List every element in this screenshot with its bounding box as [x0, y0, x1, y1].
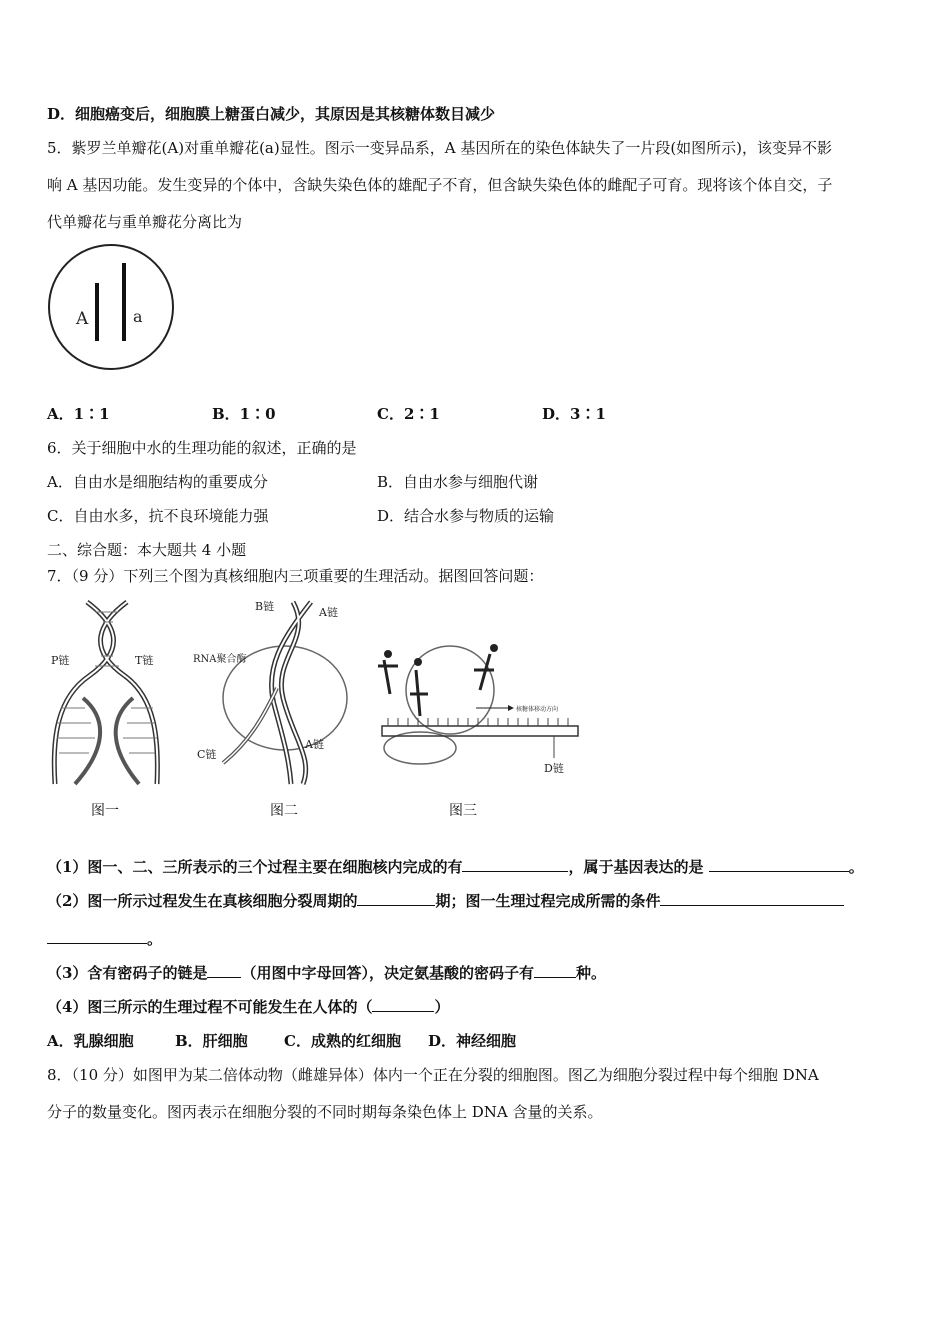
q6-option-d[interactable]: D．结合水参与物质的运输: [377, 507, 555, 525]
q7-sub2-blank2[interactable]: [660, 891, 844, 906]
q4-option-d: D．细胞癌变后，细胞膜上糖蛋白减少，其原因是其核糖体数目减少: [47, 105, 496, 123]
q7-sub2: [47, 890, 844, 911]
q7-sub4-blank[interactable]: [372, 997, 434, 1012]
allele-label-A: A: [76, 309, 89, 329]
q7-sub3-text-a: （3）含有密码子的链是: [47, 964, 208, 982]
fig2-caption: 图二: [270, 803, 298, 819]
q6-option-a[interactable]: A．自由水是细胞结构的重要成分: [47, 473, 268, 491]
fig2-label-b: B链: [255, 600, 275, 613]
fig1-label-t: T链: [135, 654, 154, 667]
q7-sub2-text-a: （2）图一所示过程发生在真核细胞分裂周期的: [47, 892, 358, 910]
q6-option-b[interactable]: B．自由水参与细胞代谢: [377, 473, 539, 491]
q7-sub4-text-b: ）: [434, 998, 450, 1016]
fig1-dna-replication: [47, 598, 172, 788]
q7-sub2-cont: [47, 928, 162, 949]
q5-stem-line2: 响 A 基因功能。发生变异的个体中，含缺失染色体的雄配子不育，但含缺失染色体的雌配子可育。现将该个体自交，子: [47, 176, 833, 194]
q5-option-b[interactable]: B．1∶0: [212, 405, 276, 423]
q6-stem: 6．关于细胞中水的生理功能的叙述，正确的是: [47, 439, 357, 457]
q7-sub1-blank1[interactable]: [462, 857, 568, 872]
q7-sub3: [47, 962, 606, 983]
fig1-caption: 图一: [91, 803, 119, 819]
q6-option-c[interactable]: C．自由水多，抗不良环境能力强: [47, 507, 269, 525]
q7-sub1-blank2[interactable]: [709, 857, 849, 872]
q7-sub2-text-b: 期；图一生理过程完成所需的条件: [435, 892, 661, 910]
q7-sub2-text-c: 。: [147, 930, 163, 948]
fig3-translation: [358, 630, 583, 780]
fig2-label-a: A链: [319, 606, 338, 619]
q7-sub2-blank3[interactable]: [47, 929, 147, 944]
q7-sub3-blank2[interactable]: [534, 963, 576, 978]
q7-sub3-blank1[interactable]: [207, 963, 241, 978]
chromosome-right: [122, 263, 126, 341]
fig3-label-direction: 核糖体移动方向: [516, 706, 559, 713]
section2-title: 二、综合题：本大题共 4 小题: [47, 541, 247, 559]
q7-option-a[interactable]: A．乳腺细胞: [47, 1032, 134, 1050]
chromosome-left: [95, 283, 99, 341]
q7-sub1-text-a: （1）图一、二、三所表示的三个过程主要在细胞核内完成的有: [47, 858, 463, 876]
q5-option-c[interactable]: C．2∶1: [377, 405, 440, 423]
q7-sub4: [47, 996, 449, 1017]
q7-sub3-text-b: （用图中字母回答），决定氨基酸的密码子有: [241, 964, 534, 982]
q7-sub3-text-c: 种。: [575, 964, 606, 982]
fig2-transcription: [193, 598, 353, 788]
q7-option-c[interactable]: C．成熟的红细胞: [284, 1032, 401, 1050]
q7-sub1-text-b: ，属于基因表达的是: [568, 858, 704, 876]
q7-sub1-text-c: 。: [848, 858, 864, 876]
q8-stem-line2: 分子的数量变化。图丙表示在细胞分裂的不同时期每条染色体上 DNA 含量的关系。: [47, 1103, 603, 1121]
fig2-label-a2: A链: [305, 738, 324, 751]
cell-outline: [49, 245, 173, 369]
q7-sub1: [47, 856, 864, 877]
fig3-caption: 图三: [449, 803, 477, 819]
q5-option-d[interactable]: D．3∶1: [542, 405, 606, 423]
fig1-label-p: P链: [51, 654, 70, 667]
q7-option-b[interactable]: B．肝细胞: [175, 1032, 248, 1050]
q7-sub4-text-a: （4）图三所示的生理过程不可能发生在人体的（: [47, 998, 373, 1016]
q7-option-d[interactable]: D．神经细胞: [428, 1032, 517, 1050]
fig2-label-c: C链: [197, 748, 217, 761]
q5-chromosome-figure: [47, 243, 177, 371]
q5-stem-line3: 代单瓣花与重单瓣花分离比为: [47, 213, 243, 231]
q5-option-a[interactable]: A．1∶1: [47, 405, 110, 423]
fig2-label-rna-polymerase: RNA聚合酶: [193, 654, 247, 665]
q5-stem-line1: 5．紫罗兰单瓣花(A)对重单瓣花(a)显性。图示一变异品系，A 基因所在的染色体缺失了一片段(如图所示)，该变异不影: [47, 139, 833, 157]
q7-sub2-blank1[interactable]: [357, 891, 435, 906]
allele-label-a: a: [133, 307, 143, 326]
q7-stem: 7．（9 分）下列三个图为真核细胞内三项重要的生理活动。据图回答问题：: [47, 567, 544, 585]
fig3-label-d: D链: [544, 762, 564, 775]
q8-stem-line1: 8．（10 分）如图甲为某二倍体动物（雌雄异体）体内一个正在分裂的细胞图。图乙为细胞分裂过程中每个细胞 DNA: [47, 1066, 819, 1084]
